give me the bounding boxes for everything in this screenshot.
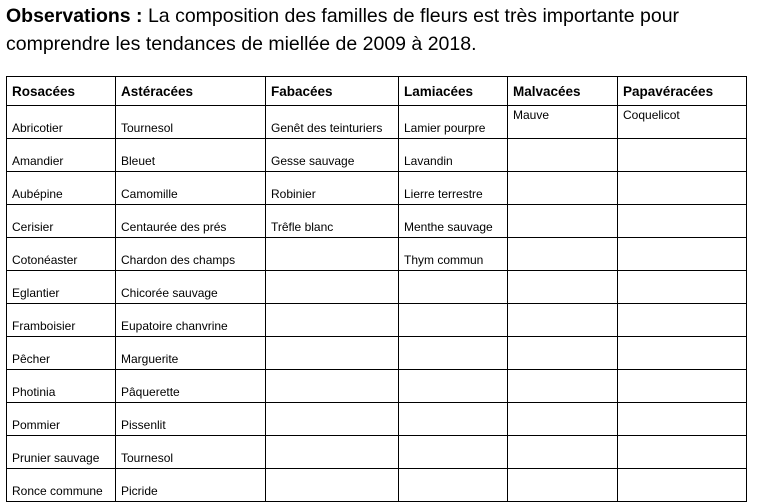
table-cell — [508, 370, 618, 403]
table-row — [7, 304, 747, 337]
intro-text: La composition des familles de fleurs est très importante pour comprendre les tendances de miellée de 2009 à 2018. — [6, 5, 680, 55]
table-cell — [399, 271, 508, 304]
table-cell: Thym commun — [399, 238, 508, 271]
table-cell — [266, 469, 399, 502]
header-asteracees: Astéracées — [116, 77, 266, 106]
table-cell: Coquelicot — [618, 106, 747, 139]
table-cell — [399, 337, 508, 370]
table-row — [7, 337, 747, 370]
table-cell — [508, 469, 618, 502]
table-cell — [618, 172, 747, 205]
table-cell: Chardon des champs — [116, 238, 266, 271]
header-papaveracees: Papavéracées — [618, 77, 747, 106]
table-header-row — [7, 77, 747, 106]
table-cell: Tournesol — [116, 436, 266, 469]
table-cell: Abricotier — [7, 106, 116, 139]
table-cell — [508, 172, 618, 205]
table-row — [7, 172, 747, 205]
table-cell: Pêcher — [7, 337, 116, 370]
table-cell: Eglantier — [7, 271, 116, 304]
table-cell: Cerisier — [7, 205, 116, 238]
table-cell: Photinia — [7, 370, 116, 403]
table-cell — [508, 205, 618, 238]
header-rosacees: Rosacées — [7, 77, 116, 106]
table-cell: Amandier — [7, 139, 116, 172]
table-row — [7, 403, 747, 436]
table-cell — [508, 403, 618, 436]
table-cell — [266, 436, 399, 469]
table-cell: Cotonéaster — [7, 238, 116, 271]
table-cell — [399, 304, 508, 337]
table-cell — [266, 403, 399, 436]
table-cell — [266, 271, 399, 304]
table-cell — [399, 436, 508, 469]
table-cell — [266, 304, 399, 337]
table-row — [7, 271, 747, 304]
table-cell — [399, 370, 508, 403]
table-cell: Eupatoire chanvrine — [116, 304, 266, 337]
table-cell: Aubépine — [7, 172, 116, 205]
table-cell: Pommier — [7, 403, 116, 436]
table-cell — [266, 337, 399, 370]
table-cell: Menthe sauvage — [399, 205, 508, 238]
table-cell — [508, 271, 618, 304]
table-cell: Picride — [116, 469, 266, 502]
header-lamiacees: Lamiacées — [399, 77, 508, 106]
table-cell: Tournesol — [116, 106, 266, 139]
table-cell — [508, 238, 618, 271]
header-fabacees: Fabacées — [266, 77, 399, 106]
table-cell: Framboisier — [7, 304, 116, 337]
table-cell — [266, 238, 399, 271]
table-cell: Lavandin — [399, 139, 508, 172]
table-row — [7, 139, 747, 172]
table-cell: Mauve — [508, 106, 618, 139]
table-cell: Bleuet — [116, 139, 266, 172]
table-row — [7, 106, 747, 139]
table-cell — [618, 139, 747, 172]
table-row — [7, 469, 747, 502]
table-cell — [508, 139, 618, 172]
table-cell — [618, 370, 747, 403]
table-cell — [618, 337, 747, 370]
table-cell — [618, 304, 747, 337]
table-cell — [618, 271, 747, 304]
table-row — [7, 205, 747, 238]
table-row — [7, 436, 747, 469]
table-cell — [618, 238, 747, 271]
table-cell: Pissenlit — [116, 403, 266, 436]
table-cell: Lierre terrestre — [399, 172, 508, 205]
table-cell — [618, 403, 747, 436]
table-cell — [399, 403, 508, 436]
table-cell — [508, 304, 618, 337]
table-cell: Ronce commune — [7, 469, 116, 502]
table-cell — [508, 436, 618, 469]
table-cell: Chicorée sauvage — [116, 271, 266, 304]
table-cell: Trêfle blanc — [266, 205, 399, 238]
intro-label: Observations : — [6, 5, 143, 27]
table-cell — [399, 469, 508, 502]
header-malvacees: Malvacées — [508, 77, 618, 106]
table-cell — [618, 469, 747, 502]
table-cell — [266, 370, 399, 403]
table-row — [7, 370, 747, 403]
table-cell: Lamier pourpre — [399, 106, 508, 139]
table-cell — [508, 337, 618, 370]
flower-families-table — [6, 76, 747, 502]
table-cell: Pâquerette — [116, 370, 266, 403]
table-row — [7, 238, 747, 271]
table-cell: Centaurée des prés — [116, 205, 266, 238]
table-cell: Gesse sauvage — [266, 139, 399, 172]
table-cell: Prunier sauvage — [7, 436, 116, 469]
table-cell: Camomille — [116, 172, 266, 205]
intro-paragraph — [6, 2, 766, 58]
table-cell — [618, 205, 747, 238]
table-cell — [618, 436, 747, 469]
table-cell: Robinier — [266, 172, 399, 205]
table-cell: Genêt des teinturiers — [266, 106, 399, 139]
table-cell: Marguerite — [116, 337, 266, 370]
